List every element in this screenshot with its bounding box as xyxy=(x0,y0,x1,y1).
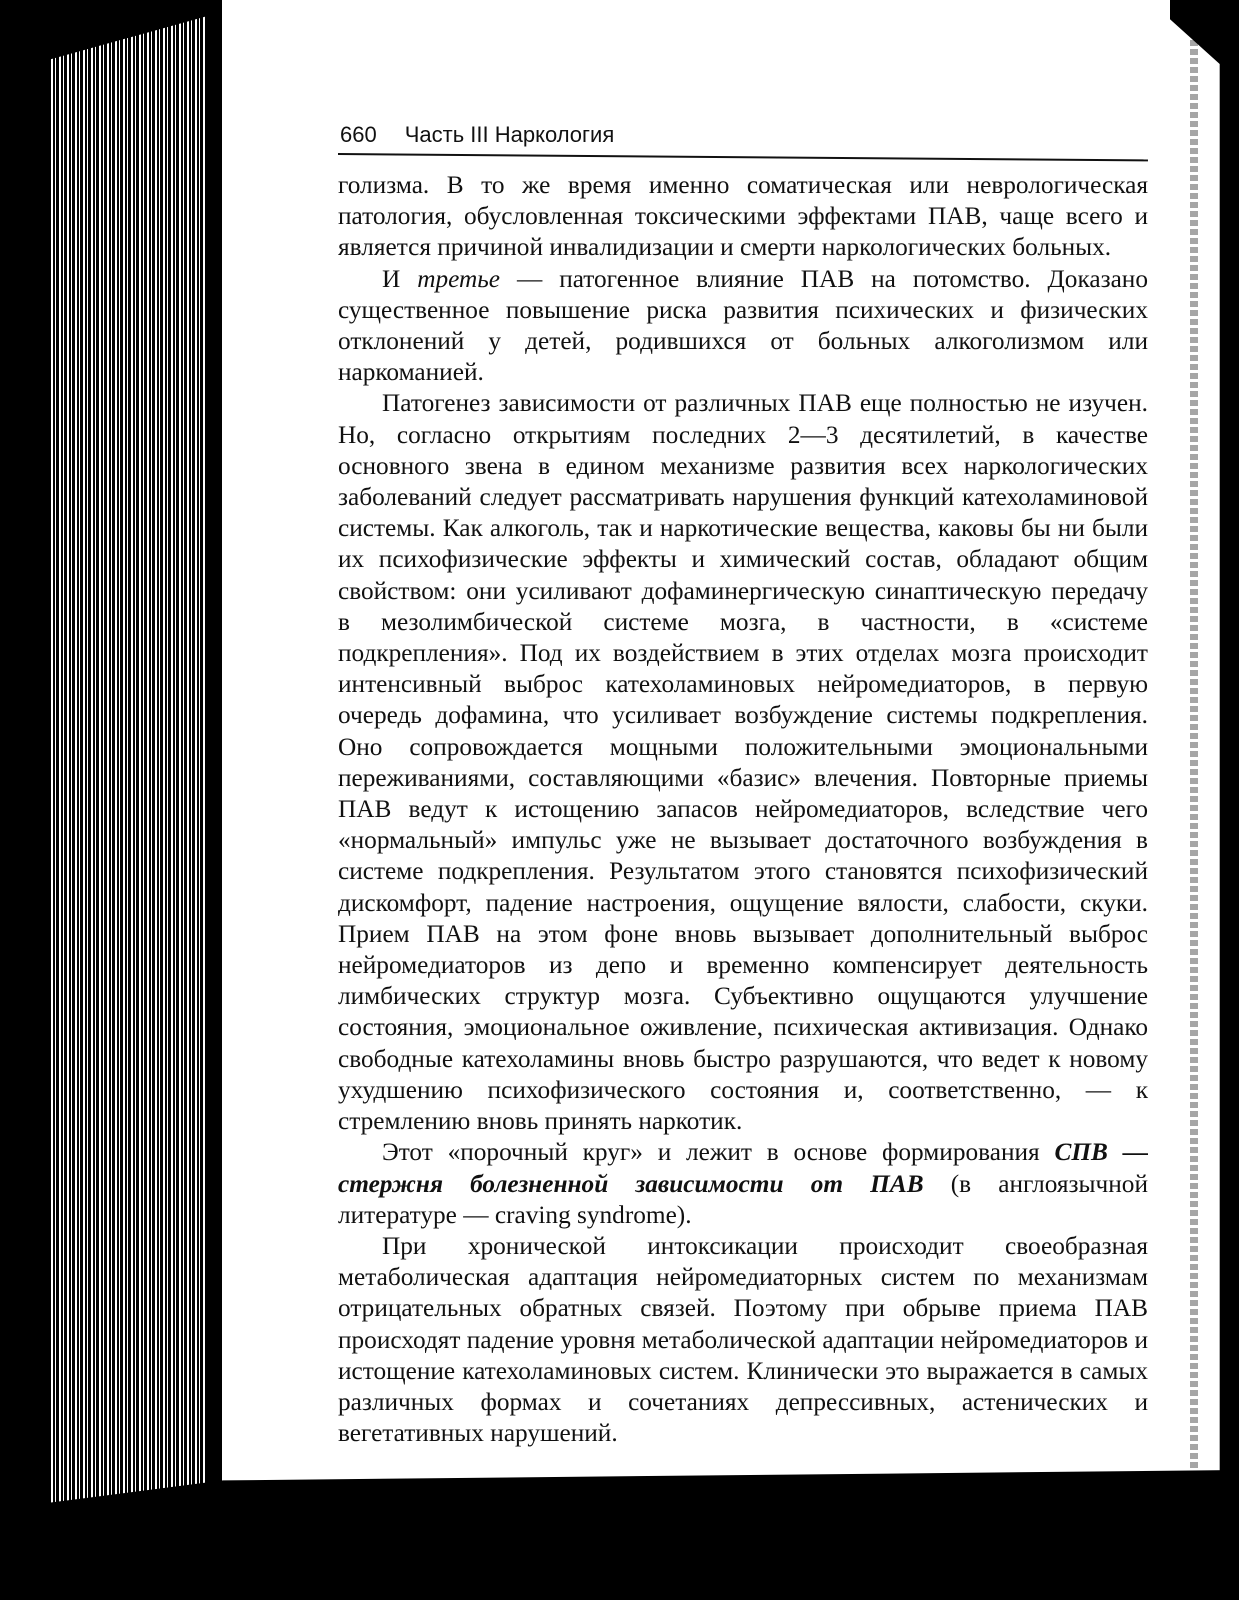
paragraph xyxy=(338,264,1148,389)
bold-italic-term: СПВ — стержня болезненной зависимости от ПАВ xyxy=(338,1138,1148,1198)
running-head xyxy=(340,122,614,148)
paragraph xyxy=(338,1137,1148,1231)
book-page xyxy=(222,0,1182,1540)
book-page-edges xyxy=(0,0,222,1600)
paragraph-lead: И xyxy=(382,264,418,293)
header-rule xyxy=(338,153,1148,161)
paragraph: голизма. В то же время именно соматическая или неврологическая патология, обусловленная токсическими эффектами ПАВ, чаще всего и является причиной инвалидизации и смерти наркологических больных. xyxy=(338,171,1148,262)
paragraph-lead: Этот «порочный круг» и лежит в основе формирования xyxy=(382,1138,1055,1167)
body-text xyxy=(338,170,1148,1449)
book-bottom-shadow xyxy=(0,1470,1239,1600)
paragraph-text: (в англоязычной литературе — craving syndrome). xyxy=(338,1169,1148,1229)
section-title: Часть III Наркология xyxy=(404,122,615,147)
paragraph-text: — патогенное влияние ПАВ на потомство. Доказано существенное повышение риска развития психических и физических отклонений у детей, родившихся от больных алкоголизмом или наркоманией. xyxy=(338,264,1148,387)
italic-term: третье xyxy=(417,264,501,293)
paragraph: Патогенез зависимости от различных ПАВ еще полностью не изучен. Но, согласно открытиям последних 2—3 десятилетий, в качестве основного звена в едином механизме развития всех наркологических заболеваний следует рассматривать нарушения функций катехоламиновой системы. Как алкоголь, так и наркотические вещества, каковы бы ни были их психофизические эффекты и химический состав, обладают общим свойством: они усиливают дофаминергическую синаптическую передачу в мезолимбической системе мозга, в частности, в «системе подкрепления». Под их воздействием в этих отделах мозга происходит интенсивный выброс катехоламиновых нейромедиаторов, в первую очередь дофамина, что усиливает возбуждение системы подкрепления. Оно сопровождается мощными положительными эмоциональными переживаниями, составляющими «базис» влечения. Повторные приемы ПАВ ведут к истощению запасов нейромедиаторов, вследствие чего «нормальный» импульс уже не вызывает достаточного возбуждения в системе подкрепления. Результатом этого становятся психофизический дискомфорт, падение настроения, ощущение вялости, слабости, скуки. Прием ПАВ на этом фоне вновь вызывает дополнительный выброс нейромедиаторов из депо и временно компенсирует деятельность лимбических структур мозга. Субъективно ощущаются улучшение состояния, эмоциональное оживление, психическая активизация. Однако свободные катехоламины вновь быстро разрушаются, что ведет к новому ухудшению психофизического состояния и, соответственно, — к стремлению вновь принять наркотик. xyxy=(338,389,1148,1136)
paragraph: При хронической интоксикации происходит своеобразная метаболическая адаптация нейромедиаторных систем по механизмам отрицательных обратных связей. Поэтому при обрыве приема ПАВ происходят падение уровня метаболической адаптации нейромедиаторов и истощение катехоламиновых систем. Клинически это выражается в самых различных формах и сочетаниях депрессивных, астенических и вегетативных нарушений. xyxy=(338,1231,1148,1448)
right-edge-texture xyxy=(1190,40,1198,1480)
page-number: 660 xyxy=(340,122,377,147)
